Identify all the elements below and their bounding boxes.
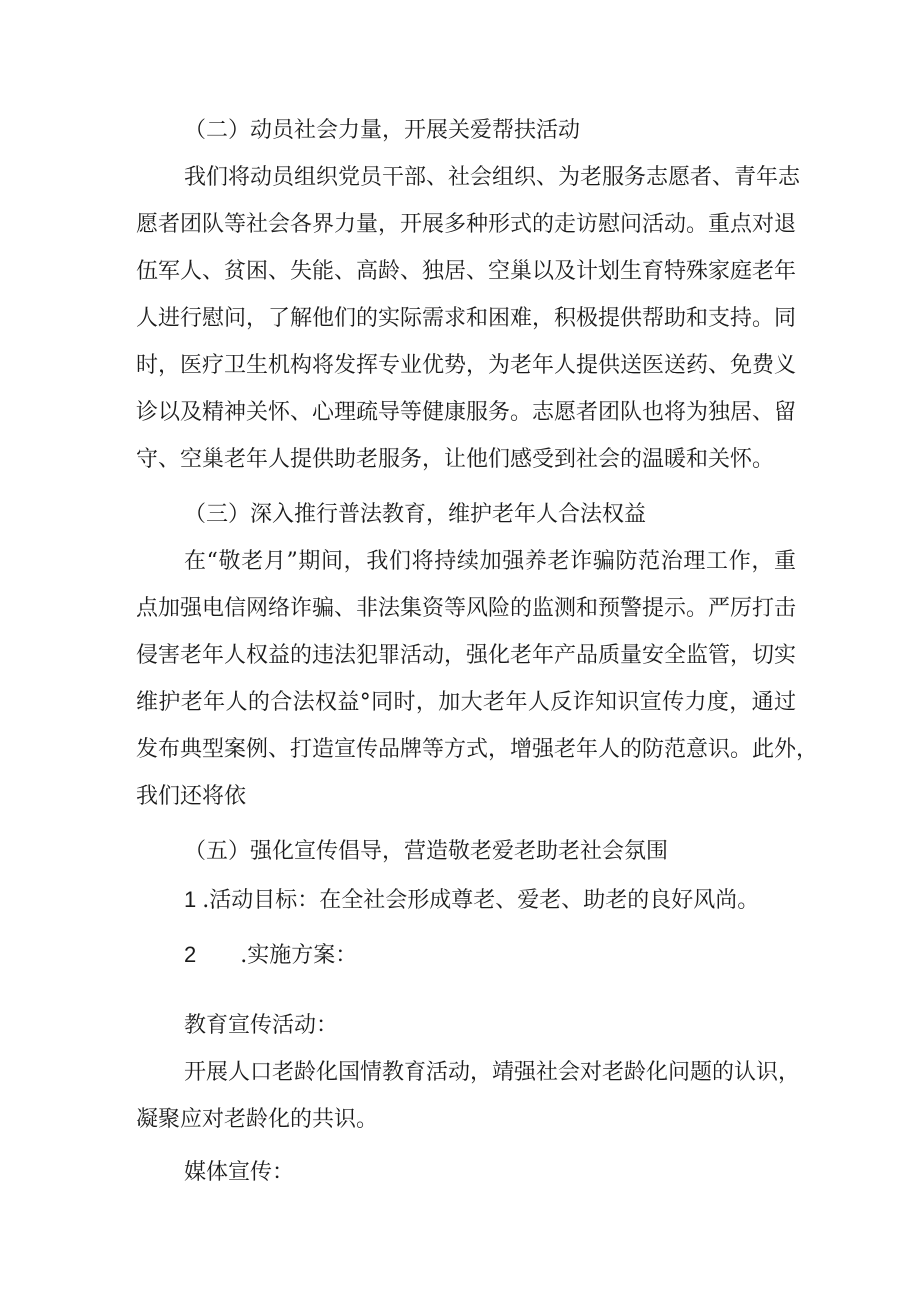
- sub-section-2-title: 媒体宣传：: [184, 1160, 295, 1185]
- section-2-paragraph-line: 伍军人、贫困、失能、高龄、独居、空巢以及计划生育特殊家庭老年: [136, 259, 797, 284]
- list-item-2-text: .实施方案：: [240, 943, 358, 968]
- section-3-heading: （三）深入推行普法教育，维护老年人合法权益: [184, 502, 647, 527]
- section-2-paragraph-line: 诊以及精神关怀、心理疏导等健康服务。志愿者团队也将为独居、留: [136, 400, 797, 425]
- section-3-paragraph-line: 在“敬老月”期间，我们将持续加强养老诈骗防范治理工作，重: [184, 549, 796, 574]
- section-5-heading: （五）强化宣传倡导，营造敬老爱老助老社会氛围: [184, 839, 669, 864]
- section-2-paragraph-line: 愿者团队等社会各界力量，开展多种形式的走访慰问活动。重点对退: [136, 212, 797, 237]
- list-item-1-text: .活动目标：在全社会形成尊老、爱老、助老的良好风尚。: [202, 888, 760, 913]
- section-2-paragraph-line: 时，医疗卫生机构将发挥专业优势，为老年人提供送医送药、免费义: [136, 353, 797, 378]
- sub-section-1-title: 教育宣传活动：: [184, 1013, 339, 1038]
- section-3-paragraph-line: 我们还将依: [136, 784, 247, 809]
- section-3-paragraph-line: 发布典型案例、打造宣传品牌等方式，增强老年人的防范意识。此外，: [136, 737, 819, 762]
- section-3-paragraph-line: 点加强电信网络诈骗、非法集资等风险的监测和预警提示。严厉打击: [136, 596, 797, 621]
- section-3-paragraph-line: 维护老年人的合法权益°同时，加大老年人反诈知识宣传力度，通过: [136, 690, 796, 715]
- list-item-1-number: 1: [184, 887, 197, 912]
- section-2-paragraph-line: 我们将动员组织党员干部、社会组织、为老服务志愿者、青年志: [184, 165, 801, 190]
- list-item-1: [184, 885, 844, 916]
- sub-section-1-line: 开展人口老龄化国情教育活动，靖强社会对老龄化问题的认识，: [184, 1060, 801, 1085]
- section-2-paragraph-line: 守、空巢老年人提供助老服务，让他们感受到社会的温暖和关怀。: [136, 447, 775, 472]
- sub-section-1-line: 凝聚应对老龄化的共识。: [136, 1107, 379, 1132]
- section-3-paragraph-line: 侵害老年人权益的违法犯罪活动，强化老年产品质量安全监管，切实: [136, 643, 797, 668]
- list-item-2-number: 2: [184, 942, 197, 967]
- section-2-heading: （二）动员社会力量，开展关爱帮扶活动: [184, 118, 581, 143]
- list-item-2: [184, 940, 844, 971]
- section-2-paragraph-line: 人进行慰问，了解他们的实际需求和困难，积极提供帮助和支持。同: [136, 306, 797, 331]
